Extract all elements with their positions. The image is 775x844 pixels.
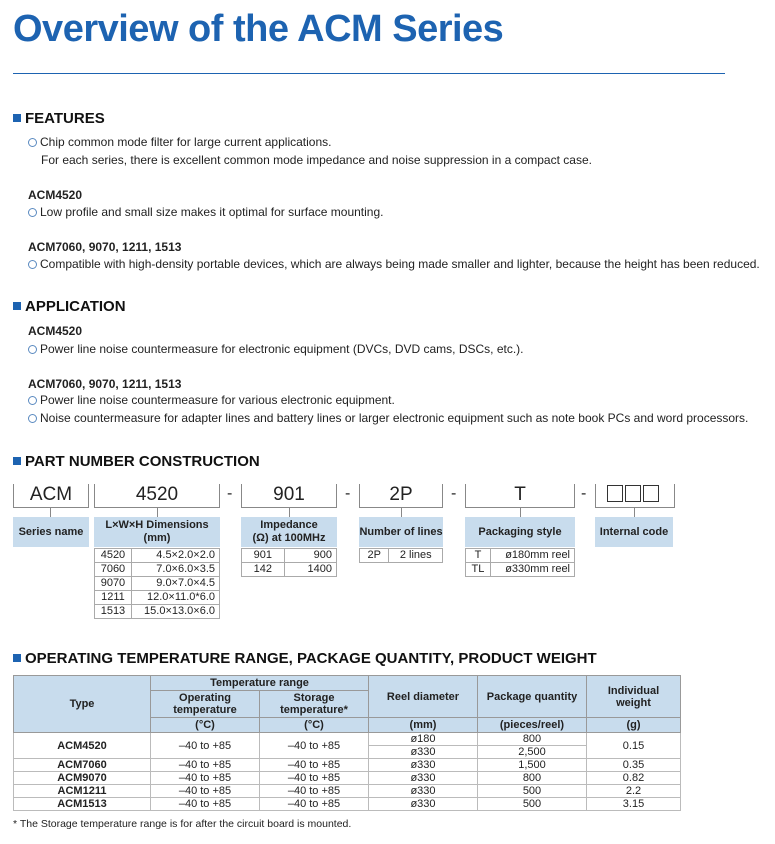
- pn-dash: -: [227, 485, 233, 502]
- cell-st: –40 to +85: [260, 785, 369, 798]
- label-dimensions-line2: (mm): [143, 532, 171, 544]
- features-line-1: [28, 135, 331, 149]
- circle-bullet-icon: [28, 345, 37, 354]
- table-cell: 900: [284, 549, 336, 563]
- pn-stem: [634, 508, 635, 517]
- table-cell: ø180mm reel: [490, 549, 574, 563]
- features-acm4520-line: [28, 205, 383, 219]
- circle-bullet-icon: [28, 208, 37, 217]
- cell-weight: 0.35: [587, 759, 681, 772]
- label-number-of-lines: Number of lines: [359, 517, 443, 547]
- cell-type: ACM1513: [14, 798, 151, 811]
- cell-qty: 1,500: [478, 759, 587, 772]
- table-cell: T: [466, 549, 491, 563]
- cell-op: –40 to +85: [151, 798, 260, 811]
- features-heading-text: FEATURES: [25, 110, 105, 127]
- label-internal-code: Internal code: [595, 517, 673, 547]
- features-multi-heading: ACM7060, 9070, 1211, 1513: [28, 240, 182, 254]
- application-acm4520-line-text: Power line noise countermeasure for electronic equipment (DVCs, DVD cams, DSCs, etc.).: [40, 342, 524, 356]
- table-row: [95, 577, 220, 591]
- th-weight: Individual weight: [587, 676, 681, 718]
- cell-st: –40 to +85: [260, 733, 369, 759]
- application-multi-line-2: [28, 411, 748, 425]
- cell-weight: 0.15: [587, 733, 681, 759]
- section-square-icon: [13, 302, 21, 310]
- table-row: [95, 549, 220, 563]
- circle-bullet-icon: [28, 396, 37, 405]
- th-unit-st: (°C): [260, 718, 369, 733]
- table-row: [242, 549, 337, 563]
- pn-stem: [50, 508, 51, 517]
- th-reel: Reel diameter: [369, 676, 478, 718]
- th-operating-1: Operating: [179, 692, 231, 704]
- th-unit-qty: (pieces/reel): [478, 718, 587, 733]
- label-impedance-line2: (Ω) at 100MHz: [252, 532, 326, 544]
- cell-reel: ø330: [369, 785, 478, 798]
- circle-bullet-icon: [28, 260, 37, 269]
- cell-st: –40 to +85: [260, 798, 369, 811]
- label-dimensions-line1: L×W×H Dimensions: [105, 519, 209, 531]
- pn-dash: -: [451, 485, 457, 502]
- application-acm4520-line: [28, 342, 524, 356]
- cell-weight: 3.15: [587, 798, 681, 811]
- table-cell: 1211: [95, 591, 132, 605]
- section-square-icon: [13, 114, 21, 122]
- th-unit-op: (°C): [151, 718, 260, 733]
- table-row: [14, 759, 681, 772]
- features-line-2: For each series, there is excellent common mode impedance and noise suppression in a compact case.: [41, 153, 592, 167]
- cell-type: ACM4520: [14, 733, 151, 759]
- table-row: [360, 549, 443, 563]
- cell-type: ACM9070: [14, 772, 151, 785]
- application-multi-line-2-text: Noise countermeasure for adapter lines and battery lines or larger electronic equipment such as note book PCs and word processors.: [40, 411, 749, 425]
- table-row: [95, 591, 220, 605]
- features-multi-line: [28, 257, 760, 271]
- label-dimensions: [94, 517, 220, 547]
- table-cell: 7060: [95, 563, 132, 577]
- operating-table: [13, 675, 681, 811]
- table-cell: 901: [242, 549, 285, 563]
- title-rule: [13, 73, 725, 74]
- cell-qty: 500: [478, 785, 587, 798]
- application-multi-heading: ACM7060, 9070, 1211, 1513: [28, 377, 182, 391]
- pn-stem: [157, 508, 158, 517]
- pn-stem: [520, 508, 521, 517]
- cell-reel: ø330: [369, 772, 478, 785]
- footnote: * The Storage temperature range is for after the circuit board is mounted.: [13, 818, 352, 830]
- pn-segment-impedance: 901: [273, 484, 305, 505]
- circle-bullet-icon: [28, 414, 37, 423]
- label-series-name: Series name: [13, 517, 89, 547]
- pn-segment-series: ACM: [29, 484, 73, 505]
- cell-st: –40 to +85: [260, 772, 369, 785]
- table-row: [14, 785, 681, 798]
- operating-heading-text: OPERATING TEMPERATURE RANGE, PACKAGE QUANTITY, PRODUCT WEIGHT: [25, 650, 597, 667]
- table-row: [466, 549, 575, 563]
- cell-qty: 500: [478, 798, 587, 811]
- table-row: [14, 733, 681, 746]
- table-row: [14, 772, 681, 785]
- lines-table: [359, 548, 443, 563]
- label-impedance: [241, 517, 337, 547]
- features-line-1-text: Chip common mode filter for large current applications.: [40, 135, 332, 149]
- table-cell: 9.0×7.0×4.5: [131, 577, 219, 591]
- empty-box-icon: [625, 485, 641, 502]
- cell-reel: ø330: [369, 798, 478, 811]
- application-acm4520-heading: ACM4520: [28, 324, 83, 338]
- cell-type: ACM1211: [14, 785, 151, 798]
- cell-qty: 2,500: [478, 746, 587, 759]
- th-storage: [260, 691, 369, 718]
- th-type: Type: [14, 676, 151, 733]
- cell-weight: 2.2: [587, 785, 681, 798]
- pn-segment-packaging: T: [514, 484, 526, 505]
- table-row: [466, 563, 575, 577]
- table-cell: 142: [242, 563, 285, 577]
- cell-reel: ø330: [369, 746, 478, 759]
- label-impedance-line1: Impedance: [260, 519, 318, 531]
- table-cell: 2P: [360, 549, 389, 563]
- table-cell: 7.0×6.0×3.5: [131, 563, 219, 577]
- dimensions-table: [94, 548, 220, 619]
- pn-stem: [401, 508, 402, 517]
- table-cell: 12.0×11.0*6.0: [131, 591, 219, 605]
- pn-segment-dimensions: 4520: [135, 484, 179, 505]
- table-cell: ø330mm reel: [490, 563, 574, 577]
- application-heading: [13, 298, 126, 315]
- table-cell: 4520: [95, 549, 132, 563]
- pn-dash: -: [345, 485, 351, 502]
- table-cell: TL: [466, 563, 491, 577]
- features-multi-line-text: Compatible with high-density portable devices, which are always being made smaller and lighter, because the height has been reduced.: [40, 257, 760, 271]
- table-row: [242, 563, 337, 577]
- cell-op: –40 to +85: [151, 785, 260, 798]
- th-operating: [151, 691, 260, 718]
- table-row: [14, 798, 681, 811]
- table-cell: 1400: [284, 563, 336, 577]
- th-temp-range: Temperature range: [151, 676, 369, 691]
- application-multi-line-1-text: Power line noise countermeasure for various electronic equipment.: [40, 393, 395, 407]
- features-heading: [13, 110, 105, 127]
- table-cell: 4.5×2.0×2.0: [131, 549, 219, 563]
- application-heading-text: APPLICATION: [25, 298, 126, 315]
- section-square-icon: [13, 654, 21, 662]
- pn-stem: [289, 508, 290, 517]
- cell-op: –40 to +85: [151, 759, 260, 772]
- empty-box-icon: [643, 485, 659, 502]
- empty-box-icon: [607, 485, 623, 502]
- impedance-table: [241, 548, 337, 577]
- part-number-heading-text: PART NUMBER CONSTRUCTION: [25, 453, 260, 470]
- circle-bullet-icon: [28, 138, 37, 147]
- part-number-heading: [13, 453, 260, 470]
- cell-weight: 0.82: [587, 772, 681, 785]
- th-operating-2: temperature: [173, 704, 237, 716]
- features-acm4520-line-text: Low profile and small size makes it optimal for surface mounting.: [40, 205, 384, 219]
- table-row: [95, 563, 220, 577]
- features-acm4520-heading: ACM4520: [28, 188, 83, 202]
- th-storage-1: Storage: [293, 692, 335, 704]
- th-qty: Package quantity: [478, 676, 587, 718]
- table-cell: 2 lines: [389, 549, 443, 563]
- th-unit-weight: (g): [587, 718, 681, 733]
- pn-segment-lines: 2P: [389, 484, 413, 505]
- cell-op: –40 to +85: [151, 733, 260, 759]
- cell-op: –40 to +85: [151, 772, 260, 785]
- pn-internal-boxes: [607, 485, 661, 505]
- pn-dash: -: [581, 485, 587, 502]
- packaging-table: [465, 548, 575, 577]
- cell-type: ACM7060: [14, 759, 151, 772]
- cell-qty: 800: [478, 772, 587, 785]
- th-unit-reel: (mm): [369, 718, 478, 733]
- cell-qty: 800: [478, 733, 587, 746]
- section-square-icon: [13, 457, 21, 465]
- table-cell: 1513: [95, 605, 132, 619]
- cell-reel: ø330: [369, 759, 478, 772]
- table-cell: 15.0×13.0×6.0: [131, 605, 219, 619]
- th-storage-2: temperature*: [280, 704, 348, 716]
- page-title: Overview of the ACM Series: [13, 8, 504, 50]
- operating-heading: [13, 650, 597, 667]
- cell-reel: ø180: [369, 733, 478, 746]
- label-packaging-style: Packaging style: [465, 517, 575, 547]
- table-cell: 9070: [95, 577, 132, 591]
- cell-st: –40 to +85: [260, 759, 369, 772]
- table-row: [95, 605, 220, 619]
- application-multi-line-1: [28, 393, 395, 407]
